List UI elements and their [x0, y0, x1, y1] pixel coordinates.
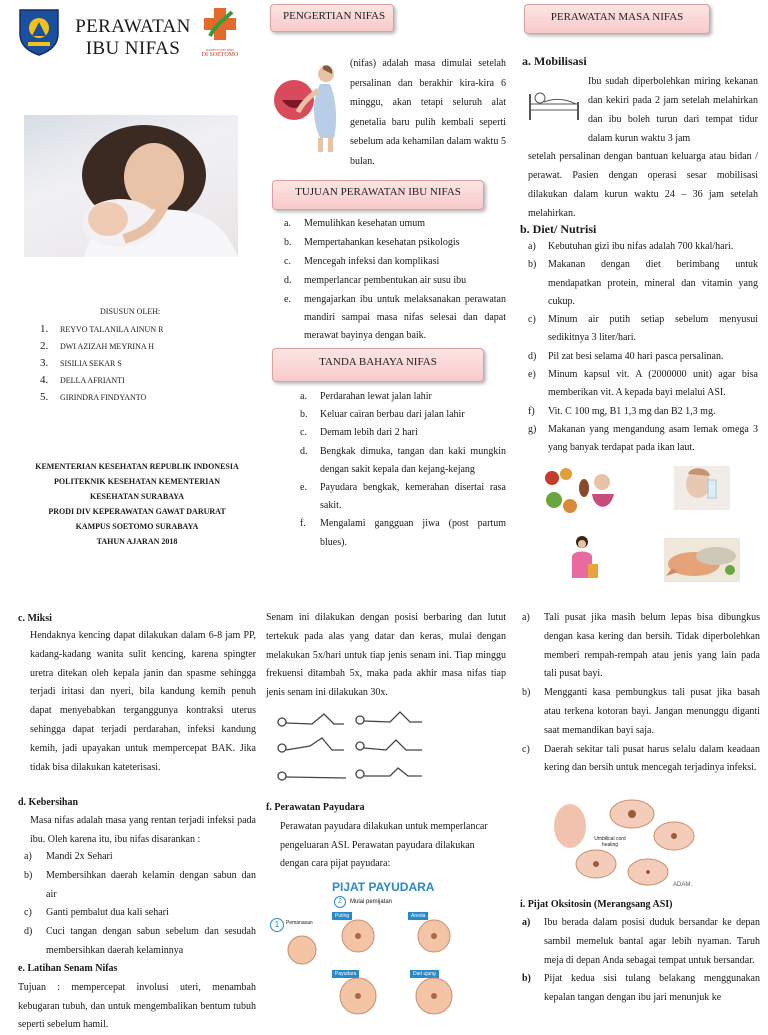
list-marker: b)	[522, 973, 531, 985]
list-text: Minum kapsul vit. A (2000000 unit) agar bisa memberikan vit. A kepada bayi melalui ASI.	[548, 369, 758, 399]
list-text: Mandi 2x Sehari	[46, 851, 113, 862]
author-name: SISILIA SEKAR S	[60, 359, 122, 368]
list-marker: g)	[528, 423, 537, 435]
institution-line: TAHUN AJARAN 2018	[96, 537, 178, 546]
diet-heading: b. Diet/ Nutrisi	[520, 222, 597, 236]
pijat-payudara-infographic	[266, 874, 504, 1024]
fish-image	[664, 538, 740, 582]
author-item	[40, 355, 240, 372]
list-marker: c)	[528, 314, 536, 326]
list-marker: b.	[300, 409, 308, 421]
author-num: 1.	[40, 323, 49, 335]
list-marker: e.	[284, 294, 291, 305]
bahaya-list	[300, 388, 506, 552]
list-item	[522, 609, 760, 684]
list-item	[284, 215, 506, 233]
list-text: Kebutuhan gizi ibu nifas adalah 700 kkal/hari.	[548, 241, 734, 252]
cover-title-line1: PERAWATAN	[75, 16, 191, 37]
list-item	[300, 515, 506, 551]
tujuan-label: TUJUAN PERAWATAN IBU NIFAS	[272, 180, 484, 210]
diet-list	[528, 238, 758, 458]
miksi-heading: c. Miksi	[18, 613, 52, 624]
pijat-step1-label: Pemanasan	[286, 920, 313, 926]
adam-credit: ADAM.	[672, 881, 692, 888]
author-list	[40, 321, 240, 406]
list-text: Bengkak dimuka, tangan dan kaki mungkin dengan sakit kepala dan kejang-kejang	[320, 445, 506, 475]
kebersihan-list	[24, 848, 256, 961]
list-item	[24, 867, 256, 905]
mother-baby-photo	[24, 115, 238, 257]
pijat-tag-areola: Areola	[408, 912, 428, 920]
mother-vitamin-image	[564, 534, 604, 582]
list-item	[528, 348, 758, 366]
list-marker: a)	[24, 851, 32, 862]
oksitosin-list	[522, 914, 760, 1008]
pijat-title: PIJAT PAYUDARA	[332, 880, 435, 894]
list-item	[522, 914, 760, 970]
senam-continued-text: Senam ini dilakukan dengan posisi berbaring dan lutut tertekuk pada alas yang datar dan keras, mulai dengan melakukan 5x/hari untuk tiap jenis senam ini. Tiap minggu frekuensi ditambah 5x, maka pada akhir masa nifas tiap jenis senam ini dilakukan 30x.	[266, 612, 506, 699]
list-item	[300, 479, 506, 515]
author-item	[40, 321, 240, 338]
list-item	[300, 424, 506, 442]
cover-title-line2: IBU NIFAS	[85, 38, 181, 59]
pijat-tag-puting: Puting	[332, 912, 352, 920]
list-item	[528, 238, 758, 256]
institution-line: KEMENTERIAN KESEHATAN REPUBLIK INDONESIA	[35, 462, 239, 471]
list-marker: f)	[528, 405, 535, 417]
pijat-step2-number: 2	[334, 896, 346, 908]
list-marker: a)	[522, 612, 530, 623]
pijat-tag-payudara: Payudara	[332, 970, 359, 978]
kebersihan-text: Masa nifas adalah masa yang rentan terjadi infeksi pada ibu. Oleh karena itu, ibu nifas disarankan :	[30, 815, 256, 845]
list-item	[284, 234, 506, 252]
disusun-label: DISUSUN OLEH:	[100, 307, 161, 316]
list-marker: a)	[522, 917, 531, 928]
list-item	[522, 970, 760, 1008]
bahaya-label: TANDA BAHAYA NIFAS	[272, 348, 484, 382]
list-item	[300, 406, 506, 424]
list-item	[284, 253, 506, 271]
list-marker: e)	[528, 369, 536, 381]
list-item	[528, 311, 758, 348]
author-name: DWI AZIZAH MEYRINA H	[60, 342, 154, 351]
list-text: Ganti pembalut dua kali sehari	[46, 907, 169, 919]
author-num: 2.	[40, 340, 49, 352]
list-marker: a)	[528, 241, 536, 252]
list-text: Ibu berada dalam posisi duduk bersandar ke depan sambil memeluk bantal agar lebih nyaman. Taruh meja di depan Anda sebagai tempat untuk bersandar.	[544, 917, 760, 966]
author-name: REYVO TALANILA AINUN R	[60, 325, 164, 334]
list-item	[522, 741, 760, 779]
pijat-step2-label: Mulai pemijatan	[350, 899, 393, 905]
list-marker: b)	[528, 259, 537, 271]
oksitosin-heading: i. Pijat Oksitosin (Merangsang ASI)	[520, 899, 673, 910]
author-item	[40, 389, 240, 406]
pengertian-label: PENGERTIAN NIFAS	[270, 4, 394, 32]
institution-line: KAMPUS SOETOMO SURABAYA	[75, 522, 199, 531]
list-text: Payudara bengkak, kemerahan disertai rasa sakit.	[320, 482, 506, 512]
senam-nifas-illustration	[272, 710, 432, 792]
mobilisasi-heading: a. Mobilisasi	[522, 54, 587, 68]
list-text: Makanan yang mengandung asam lemak omega 3 yang banyak terdapat pada ikan laut.	[548, 423, 758, 454]
list-item	[284, 272, 506, 290]
list-marker: c)	[24, 907, 32, 919]
poltekkes-logo	[16, 6, 62, 56]
list-item	[528, 403, 758, 421]
list-item	[300, 443, 506, 479]
list-marker: d.	[300, 445, 308, 457]
miksi-text: Hendaknya kencing dapat dilakukan dalam 6-8 jam PP, kadang-kadang wanita sulit kencing, karena spingter uretra ditekan oleh kepala janin dan spasme sehingga terjadi iritasi dan nyeri, bila kandung kemih penuh dapat menyebabkan terganggunya kontraksi uterus sehingga dapat terjadi perdarahan, infeksi kandung kemih, jadi upayakan untuk mempercepat BAK. Jika tidak bisa dilakukan kateterisasi.	[30, 630, 256, 773]
author-name: GIRINDRA FINDYANTO	[60, 393, 147, 402]
list-text: Tali pusat jika masih belum lepas bisa dibungkus dengan kasa kering dan bersih. Tidak diperbolehkan memberi rempah-rempah atau jenis yang lain pada tali pusat bayi.	[544, 612, 760, 680]
mobilisasi-text-b: setelah persalinan dengan bantuan keluarga atau bidan / perawat. Pasien dengan operasi sesar mobilisasi dilakukan dalam kurun waktu 24 – 36 jam setelah melahirkan.	[528, 151, 758, 219]
author-item	[40, 372, 240, 389]
list-text: Membersihkan daerah kelamin dengan sabun dan air	[46, 869, 256, 900]
list-text: memperlancar pembentukan air susu ibu	[304, 275, 467, 286]
pijat-tag-dari-ujung: Dari ujung	[410, 970, 439, 978]
list-marker: a.	[284, 218, 291, 229]
institution-line: PRODI DIV KEPERAWATAN GAWAT DARURAT	[48, 507, 226, 516]
list-marker: d)	[528, 350, 537, 362]
institution-line: KESEHATAN SURABAYA	[89, 492, 185, 501]
payudara-heading: f. Perawatan Payudara	[266, 802, 365, 813]
list-marker: a.	[300, 391, 307, 402]
list-item	[522, 684, 760, 740]
soetomo-logo-text: DI SOETOMO	[201, 51, 239, 58]
list-item	[528, 421, 758, 458]
soetomo-logo	[198, 6, 242, 58]
list-text: Mempertahankan kesehatan psikologis	[304, 237, 460, 248]
list-item	[300, 388, 506, 406]
list-text: Mengganti kasa pembungkus tali pusat jika basah atau terkena kotoran bayi. Jangan menunggu diganti saat memandikan bayi saja.	[544, 687, 760, 736]
list-text: Keluar cairan berbau dari jalan lahir	[320, 409, 465, 421]
list-marker: b.	[284, 237, 292, 248]
senam-heading: e. Latihan Senam Nifas	[18, 963, 118, 974]
kebersihan-heading: d. Kebersihan	[18, 797, 79, 808]
list-text: Cuci tangan dengan sabun sebelum dan sesudah membersihkan daerah kelaminnya	[46, 926, 256, 956]
list-marker: c.	[284, 256, 291, 267]
tujuan-list	[284, 215, 506, 345]
list-item	[24, 848, 256, 867]
list-text: Vit. C 100 mg, B1 1,3 mg dan B2 1,3 mg.	[548, 405, 716, 417]
payudara-text: Perawatan payudara dilakukan untuk memperlancar pengeluaran ASI. Perawatan payudara dilakukan dengan cara pijat payudara:	[280, 821, 488, 869]
cover-title	[68, 16, 198, 60]
list-text: Daerah sekitar tali pusat harus selalu dalam keadaan kering dan bersih untuk mencegah terjadinya infeksi.	[544, 743, 760, 774]
list-text: Demam lebih dari 2 hari	[320, 427, 418, 439]
author-num: 5.	[40, 391, 49, 403]
mobilisasi-text-a: Ibu sudah diperbolehkan miring kekanan dan kekiri pada 2 jam setelah melahirkan dan ibu boleh turun dari tempat tidur dalam kurun waktu 3 jam	[588, 76, 758, 144]
list-item	[528, 366, 758, 403]
list-text: mengajarkan ibu untuk melaksanakan perawatan mandiri sampai masa nifas selesai dan dapat merawat bayinya dengan baik.	[304, 294, 506, 341]
umbilical-cord-illustration	[548, 796, 698, 890]
postpartum-illustration	[268, 60, 344, 154]
soetomo-logo-sub: KAMPUS SOETOMO	[206, 47, 234, 52]
drinking-water-image	[674, 466, 730, 510]
list-text: Pijat kedua sisi tulang belakang menggunakan kepalan tangan dengan ibu jari menunjuk ke	[544, 973, 760, 1004]
list-marker: c.	[300, 427, 307, 439]
list-text: Perdarahan lewat jalan lahir	[320, 391, 432, 402]
list-marker: e.	[300, 482, 307, 494]
list-item	[528, 256, 758, 311]
institution-line: POLITEKNIK KESEHATAN KEMENTERIAN	[54, 477, 220, 486]
pijat-step1-number: 1	[270, 918, 284, 932]
list-item	[24, 904, 256, 923]
food-pyramid-image	[540, 464, 620, 522]
list-marker: c)	[522, 743, 530, 755]
list-marker: d)	[24, 926, 33, 938]
perawatan-label: PERAWATAN MASA NIFAS	[524, 4, 710, 34]
author-name: DELLA AFRIANTI	[60, 376, 125, 385]
list-marker: d.	[284, 275, 292, 286]
author-num: 3.	[40, 357, 49, 369]
list-text: Memulihkan kesehatan umum	[304, 218, 426, 229]
list-text: Makanan dengan diet berimbang untuk mendapatkan protein, mineral dan vitamin yang cukup.	[548, 259, 758, 307]
bed-illustration	[526, 84, 584, 124]
author-num: 4.	[40, 374, 49, 386]
institution-block	[10, 459, 264, 549]
list-item	[24, 923, 256, 961]
list-marker: f.	[300, 518, 306, 530]
author-item	[40, 338, 240, 355]
list-item	[284, 291, 506, 345]
list-marker: b)	[24, 869, 33, 881]
senam-text: Tujuan : mempercepat involusi uteri, menambah kebugaran tubuh, dan untuk mengembalikan bentum tubuh seperti sebelum hamil.	[18, 982, 256, 1030]
tali-pusat-list	[522, 609, 760, 778]
list-text: Pil zat besi selama 40 hari pasca persalinan.	[548, 350, 724, 362]
list-text: Mencegah infeksi dan komplikasi	[304, 256, 440, 267]
list-text: Mengalami gangguan jiwa (post partum blues).	[320, 518, 506, 548]
list-marker: b)	[522, 687, 531, 699]
list-text: Minum air putih setiap sebelum menyusui sedikitnya 3 liter/hari.	[548, 314, 758, 344]
cord-label: Umbilical cord healing	[594, 836, 626, 848]
pengertian-text: (nifas) adalah masa dimulai setelah persalinan dan berakhir kira-kira 6 minggu, akan tetapi seluruh alat genetalia baru pulih kembali seperti sebelum ada kehamilan dalam waktu 5 bulan.	[350, 58, 506, 167]
